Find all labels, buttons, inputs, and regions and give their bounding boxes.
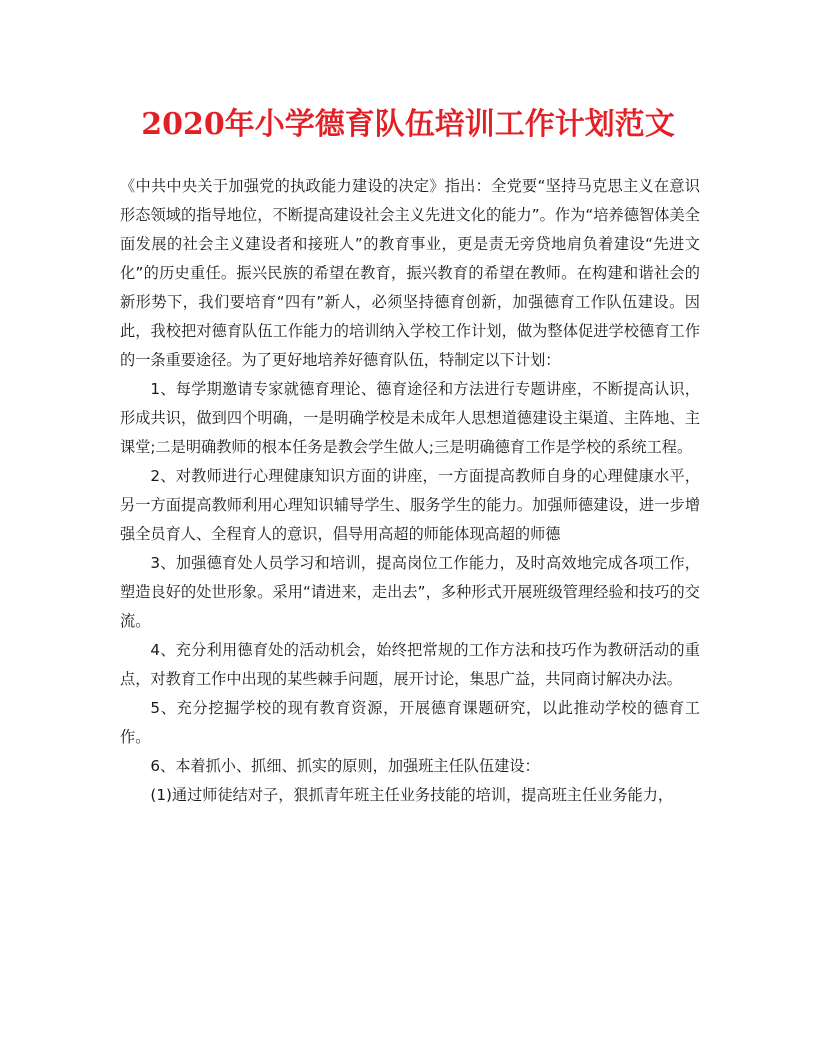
item-paragraph-4: 4、充分利用德育处的活动机会，始终把常规的工作方法和技巧作为教研活动的重点，对教育工作中出现的某些棘手问题，展开讨论，集思广益，共同商讨解决办法。 xyxy=(120,641,700,688)
intro-paragraph: 《中共中央关于加强党的执政能力建设的决定》指出：全党要“坚持马克思主义在意识形态领域的指导地位，不断提高建设社会主义先进文化的能力”。作为“培养德智体美全面发展的社会主义建设者和接班人”的教育事业，更是责无旁贷地肩负着建设“先进文化”的历史重任。振兴民族的希望在教育，振兴教育的希望在教师。在构建和谐社会的新形势下，我们要培育“四有”新人，必须坚持德育创新，加强德育工作队伍建设。因此，我校把对德育队伍工作能力的培训纳入学校工作计划，做为整体促进学校德育工作的一条重要途径。为了更好地培养好德育队伍，特制定以下计划： xyxy=(120,177,700,369)
document-title: 2020年小学德育队伍培训工作计划范文 xyxy=(141,107,675,142)
item-paragraph-6: 6、本着抓小、抓细、抓实的原则，加强班主任队伍建设： xyxy=(150,757,540,775)
item-paragraph-5: 5、充分挖掘学校的现有教育资源，开展德育课题研究，以此推动学校的德育工作。 xyxy=(120,699,700,746)
item-paragraph-1: 1、每学期邀请专家就德育理论、德育途径和方法进行专题讲座，不断提高认识，形成共识，做到四个明确，一是明确学校是未成年人思想道德建设主渠道、主阵地、主课堂;二是明确教师的根本任务是教会学生做人;三是明确德育工作是学校的系统工程。 xyxy=(120,380,700,456)
item-paragraph-3: 3、加强德育处人员学习和培训，提高岗位工作能力，及时高效地完成各项工作，塑造良好的处世形象。采用“请进来，走出去”，多种形式开展班级管理经验和技巧的交流。 xyxy=(120,554,700,630)
document-body xyxy=(120,172,700,810)
sub-item-paragraph-1: (1)通过师徒结对子，狠抓青年班主任业务技能的培训，提高班主任业务能力， xyxy=(150,786,674,804)
item-paragraph-2: 2、对教师进行心理健康知识方面的讲座，一方面提高教师自身的心理健康水平，另一方面提高教师利用心理知识辅导学生、服务学生的能力。加强师德建设，进一步增强全员育人、全程育人的意识，倡导用高超的师能体现高超的师德 xyxy=(120,467,700,543)
